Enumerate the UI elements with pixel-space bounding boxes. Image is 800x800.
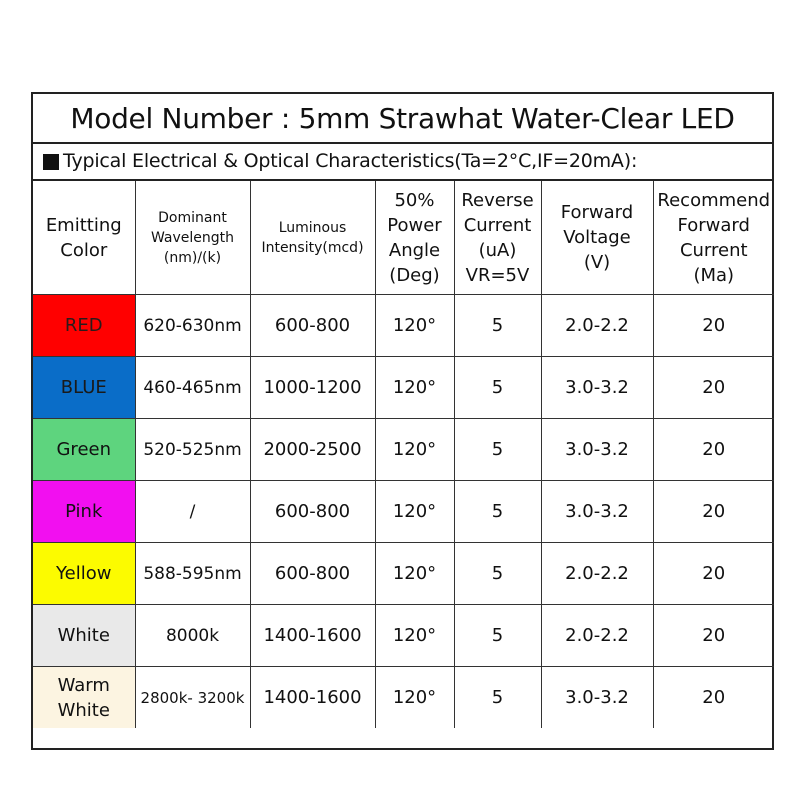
table-row xyxy=(33,605,774,667)
bullet-square-icon xyxy=(43,154,59,170)
forward-current-cell: 20 xyxy=(653,667,774,729)
table-row xyxy=(33,295,774,357)
intensity-cell: 1000-1200 xyxy=(250,357,375,419)
forward-voltage-cell: 3.0-3.2 xyxy=(541,481,653,543)
header-forward-voltage xyxy=(541,181,653,295)
angle-cell: 120° xyxy=(375,481,454,543)
forward-voltage-cell: 2.0-2.2 xyxy=(541,543,653,605)
forward-current-cell: 20 xyxy=(653,357,774,419)
header-line: (nm)/(k) xyxy=(163,249,222,266)
header-line: Reverse xyxy=(461,189,534,211)
color-swatch-cell xyxy=(33,357,135,419)
intensity-cell: 600-800 xyxy=(250,481,375,543)
header-power-angle xyxy=(375,181,454,295)
wavelength-cell: 460-465nm xyxy=(135,357,250,419)
header-line: Power xyxy=(387,214,442,236)
wavelength-cell: 620-630nm xyxy=(135,295,250,357)
table-row xyxy=(33,667,774,729)
reverse-current-cell: 5 xyxy=(454,605,541,667)
header-emitting-color xyxy=(33,181,135,295)
forward-voltage-cell: 2.0-2.2 xyxy=(541,295,653,357)
angle-cell: 120° xyxy=(375,667,454,729)
subtitle-text: Typical Electrical & Optical Characteristics(Ta=2°C,IF=20mA): xyxy=(63,149,638,172)
angle-cell: 120° xyxy=(375,295,454,357)
table-row xyxy=(33,419,774,481)
angle-cell: 120° xyxy=(375,605,454,667)
intensity-cell: 2000-2500 xyxy=(250,419,375,481)
header-reverse-current xyxy=(454,181,541,295)
color-name: Green xyxy=(56,439,111,460)
header-line: Current xyxy=(463,214,532,236)
header-line: (V) xyxy=(583,252,611,273)
forward-voltage-cell: 3.0-3.2 xyxy=(541,357,653,419)
header-recommend-current xyxy=(653,181,774,295)
header-line: 50% xyxy=(394,189,435,211)
angle-cell: 120° xyxy=(375,419,454,481)
reverse-current-cell: 5 xyxy=(454,295,541,357)
header-wavelength xyxy=(135,181,250,295)
intensity-cell: 600-800 xyxy=(250,295,375,357)
header-line: Luminous xyxy=(278,219,347,236)
intensity-cell: 1400-1600 xyxy=(250,605,375,667)
color-name: White xyxy=(57,699,110,721)
header-line: VR=5V xyxy=(465,264,530,286)
header-line: (uA) xyxy=(478,239,517,261)
header-line: Forward xyxy=(560,202,634,223)
forward-current-cell: 20 xyxy=(653,295,774,357)
forward-voltage-cell: 2.0-2.2 xyxy=(541,605,653,667)
header-intensity xyxy=(250,181,375,295)
color-name: White xyxy=(57,625,110,646)
reverse-current-cell: 5 xyxy=(454,419,541,481)
table-row xyxy=(33,543,774,605)
forward-current-cell: 20 xyxy=(653,419,774,481)
header-line: Color xyxy=(60,239,108,261)
table-subtitle xyxy=(33,142,772,181)
color-name: Pink xyxy=(65,501,103,522)
header-line: Current xyxy=(679,239,748,261)
header-line: (Deg) xyxy=(389,264,440,286)
forward-current-cell: 20 xyxy=(653,481,774,543)
color-name: BLUE xyxy=(60,377,107,398)
header-line: Voltage xyxy=(563,227,631,248)
reverse-current-cell: 5 xyxy=(454,481,541,543)
forward-current-cell: 20 xyxy=(653,543,774,605)
header-line: Angle xyxy=(388,239,441,261)
header-row xyxy=(33,181,774,295)
forward-voltage-cell: 3.0-3.2 xyxy=(541,419,653,481)
color-name: RED xyxy=(64,315,103,336)
color-swatch-cell xyxy=(33,543,135,605)
wavelength-cell: 588-595nm xyxy=(135,543,250,605)
forward-voltage-cell: 3.0-3.2 xyxy=(541,667,653,729)
color-swatch-cell xyxy=(33,295,135,357)
angle-cell: 120° xyxy=(375,357,454,419)
table-row xyxy=(33,481,774,543)
led-spec-sheet xyxy=(31,92,774,750)
reverse-current-cell: 5 xyxy=(454,357,541,419)
header-line: (Ma) xyxy=(693,264,735,286)
table-row xyxy=(33,357,774,419)
color-name: Warm xyxy=(57,674,110,696)
angle-cell: 120° xyxy=(375,543,454,605)
reverse-current-cell: 5 xyxy=(454,667,541,729)
header-line: Dominant xyxy=(158,209,227,226)
color-swatch-cell xyxy=(33,667,135,729)
page-title: Model Number : 5mm Strawhat Water-Clear LED xyxy=(33,94,772,144)
color-swatch-cell xyxy=(33,419,135,481)
header-line: Forward xyxy=(677,214,750,236)
header-line: Intensity(mcd) xyxy=(261,239,364,256)
reverse-current-cell: 5 xyxy=(454,543,541,605)
spec-table xyxy=(33,181,774,728)
header-line: Recommend xyxy=(657,189,771,211)
wavelength-cell: 2800k- 3200k xyxy=(135,667,250,729)
color-swatch-cell xyxy=(33,605,135,667)
color-swatch-cell xyxy=(33,481,135,543)
forward-current-cell: 20 xyxy=(653,605,774,667)
wavelength-cell: 8000k xyxy=(135,605,250,667)
header-line: Wavelength xyxy=(150,229,235,246)
wavelength-cell: / xyxy=(135,481,250,543)
intensity-cell: 600-800 xyxy=(250,543,375,605)
header-line: Emitting xyxy=(45,214,122,236)
intensity-cell: 1400-1600 xyxy=(250,667,375,729)
wavelength-cell: 520-525nm xyxy=(135,419,250,481)
color-name: Yellow xyxy=(56,563,112,584)
